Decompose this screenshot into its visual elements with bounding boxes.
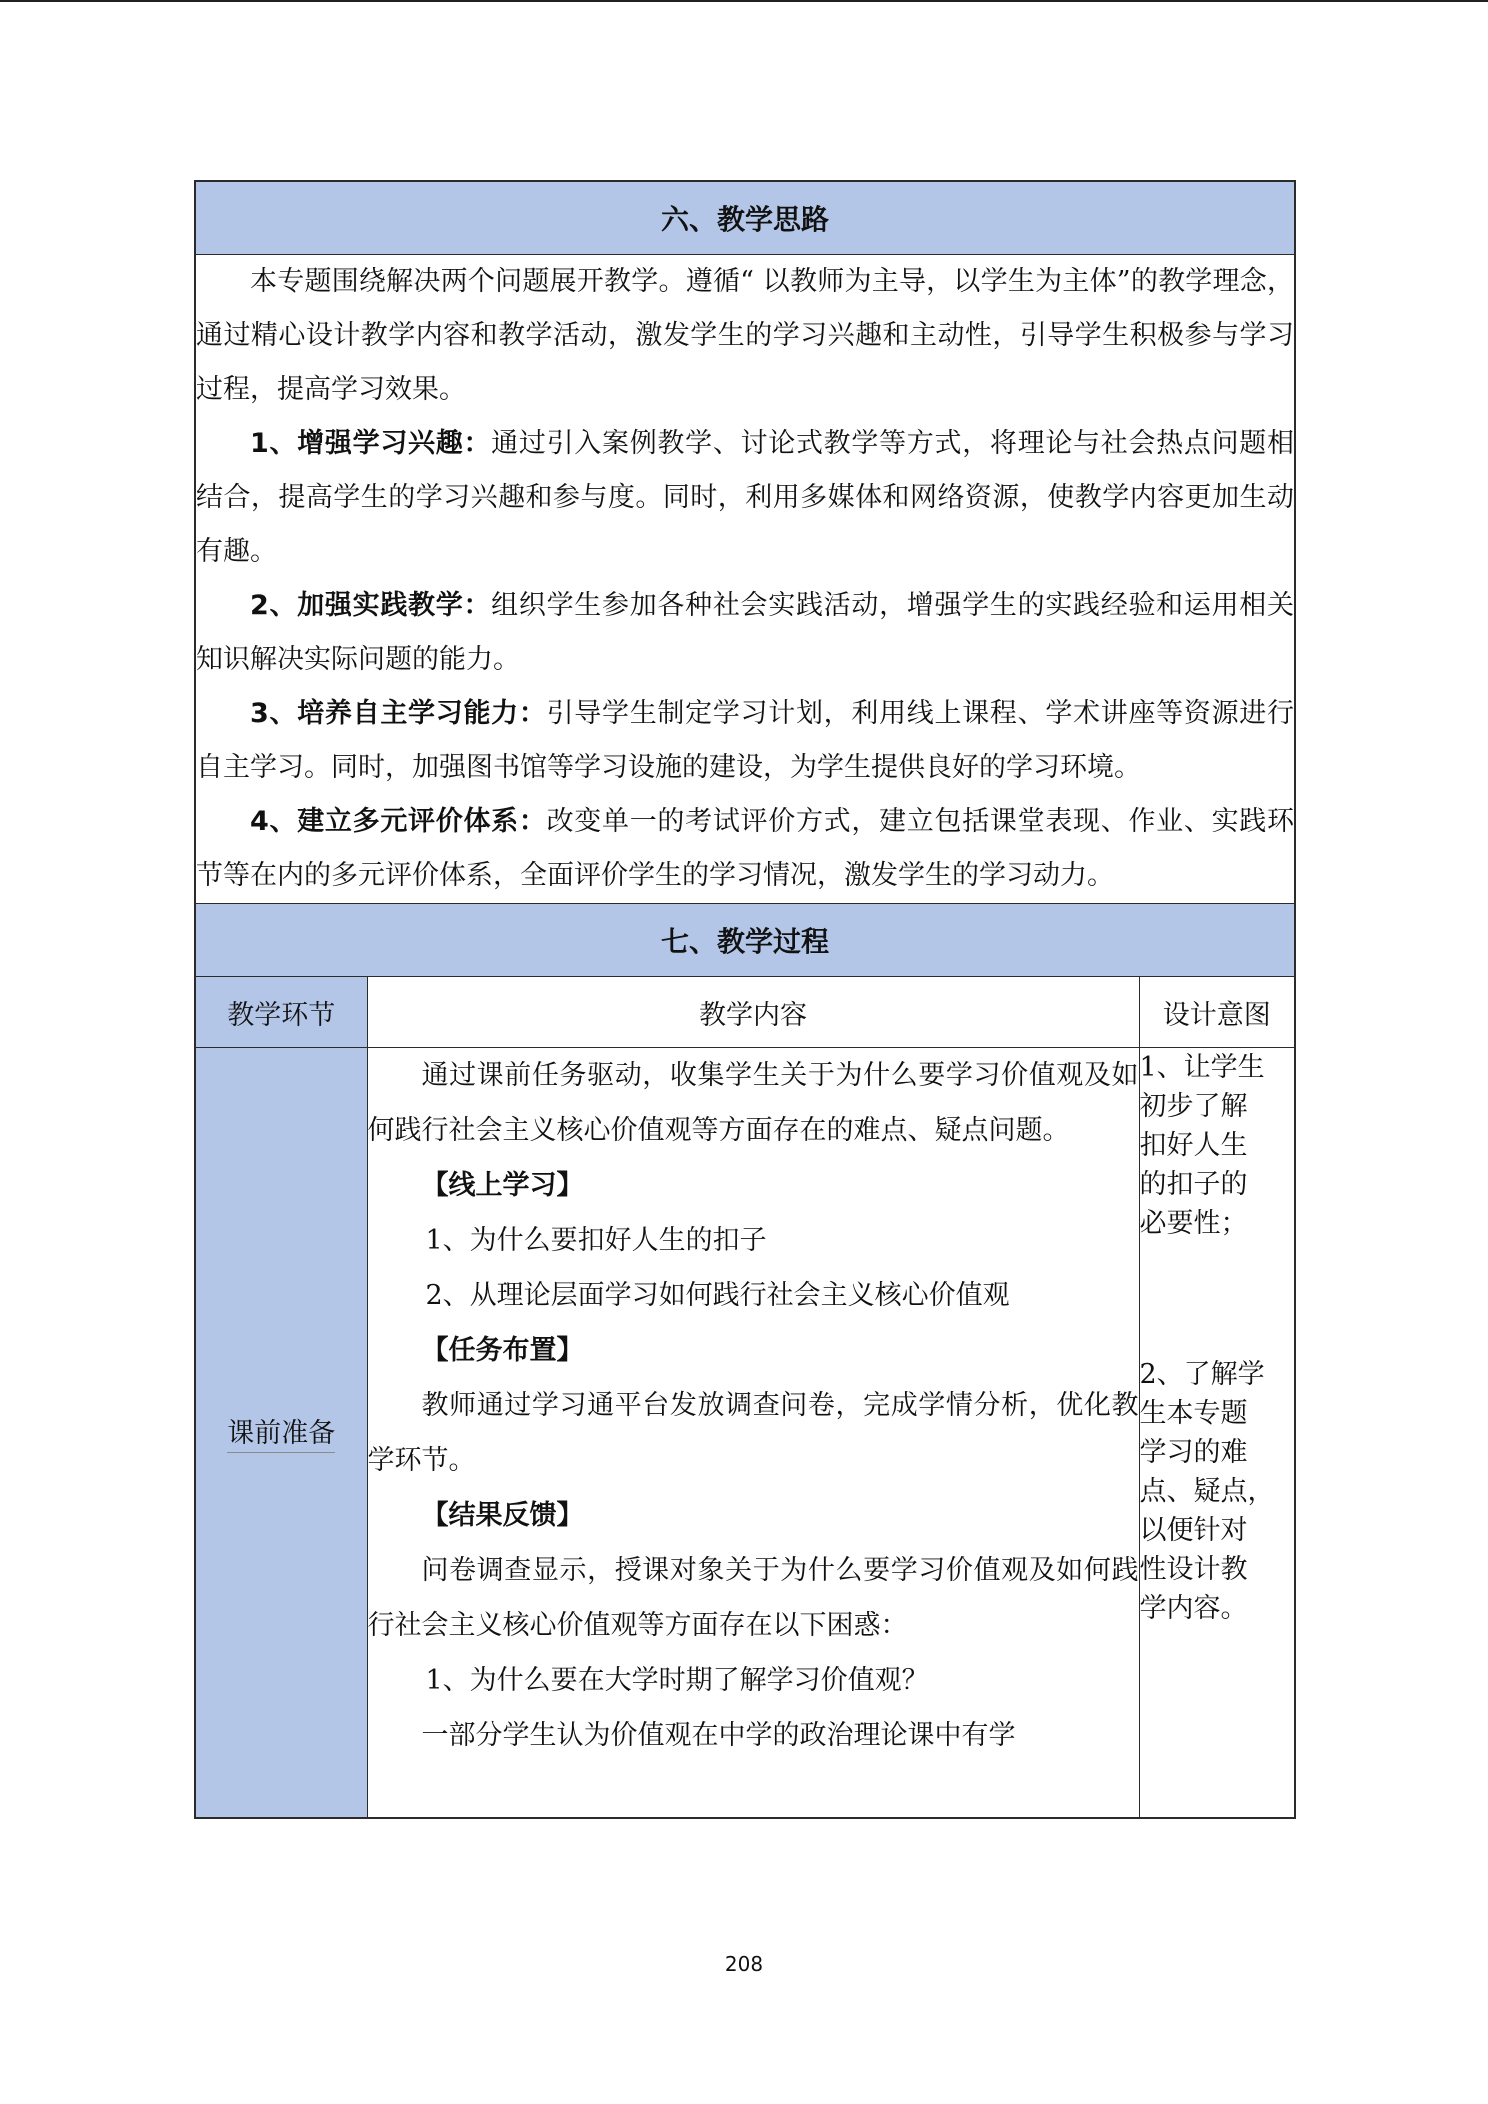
point-1-heading: 1、增强学习兴趣： [250, 428, 492, 459]
point-2 [196, 579, 1294, 687]
column-header-intent: 设计意图 [1139, 977, 1295, 1048]
content-paragraph: 一部分学生认为价值观在中学的政治理论课中有学 [421, 1720, 1016, 1751]
content-list-item: 1、为什么要在大学时期了解学习价值观？ [425, 1665, 929, 1696]
teaching-plan-table [194, 180, 1296, 1819]
intent-line: 扣好人生 [1139, 1130, 1248, 1161]
stage-label: 课前准备 [227, 1411, 335, 1453]
content-paragraph: 通过课前任务驱动，收集学生关于为什么要学习价值观及如何践行社会主义核心价值观等方面存在的难点、疑点问题。 [367, 1060, 1139, 1146]
column-header-stage: 教学环节 [195, 977, 367, 1048]
stage-cell [195, 1048, 367, 1818]
intent-line: 学习的难 [1139, 1437, 1248, 1468]
intent-cell [1139, 1048, 1295, 1818]
page-number: 208 [724, 1952, 764, 1976]
task-assignment-label: 【任务布置】 [421, 1335, 584, 1366]
content-paragraph: 教师通过学习通平台发放调查问卷，完成学情分析，优化教学环节。 [367, 1390, 1139, 1476]
intent-line: 以便针对 [1139, 1515, 1248, 1546]
point-1-text: 通过引入案例教学、讨论式教学等方式，将理论与社会热点问题相结合，提高学生的学习兴趣和参与度。同时，利用多媒体和网络资源，使教学内容更加生动有趣。 [196, 428, 1294, 567]
point-3 [196, 687, 1294, 795]
section-6-title: 六、教学思路 [195, 181, 1295, 255]
point-4-text: 改变单一的考试评价方式，建立包括课堂表现、作业、实践环节等在内的多元评价体系，全面评价学生的学习情况，激发学生的学习动力。 [196, 806, 1294, 891]
intent-line: 点、疑点， [1139, 1476, 1275, 1507]
content-list-item: 2、从理论层面学习如何践行社会主义核心价值观 [425, 1280, 1010, 1311]
section-6-intro: 本专题围绕解决两个问题展开教学。遵循“ 以教师为主导，以学生为主体”的教学理念，通过精心设计教学内容和教学活动，激发学生的学习兴趣和主动性，引导学生积极参与学习过程，提高学习效果。 [196, 266, 1294, 405]
section-7-title: 七、教学过程 [195, 904, 1295, 977]
online-study-label: 【线上学习】 [421, 1170, 584, 1201]
intent-line: 的扣子的 [1139, 1169, 1248, 1200]
point-2-text: 组织学生参加各种社会实践活动，增强学生的实践经验和运用相关知识解决实际问题的能力。 [196, 590, 1294, 675]
intent-line: 性设计教 [1139, 1554, 1248, 1585]
intent-line: 学内容。 [1139, 1593, 1248, 1624]
point-3-heading: 3、培养自主学习能力： [250, 698, 547, 729]
point-4 [196, 795, 1294, 903]
intent-line: 2、了解学 [1139, 1359, 1265, 1390]
point-2-heading: 2、加强实践教学： [250, 590, 492, 621]
intent-line: 生本专题 [1139, 1398, 1248, 1429]
content-paragraph: 问卷调查显示，授课对象关于为什么要学习价值观及如何践行社会主义核心价值观等方面存在以下困惑： [367, 1555, 1139, 1641]
intent-spacer [1140, 1243, 1295, 1355]
page-top-rule [0, 0, 1488, 2]
point-4-heading: 4、建立多元评价体系： [250, 806, 547, 837]
point-1 [196, 417, 1294, 579]
result-feedback-label: 【结果反馈】 [421, 1500, 584, 1531]
column-header-content: 教学内容 [367, 977, 1139, 1048]
content-list-item: 1、为什么要扣好人生的扣子 [425, 1225, 767, 1256]
point-3-text: 引导学生制定学习计划，利用线上课程、学术讲座等资源进行自主学习。同时，加强图书馆等学习设施的建设，为学生提供良好的学习环境。 [196, 698, 1294, 783]
intent-line: 必要性； [1139, 1208, 1248, 1239]
intent-line: 初步了解 [1139, 1091, 1248, 1122]
intent-line: 1、让学生 [1139, 1052, 1265, 1083]
content-cell [367, 1048, 1139, 1818]
section-6-body [195, 255, 1295, 904]
